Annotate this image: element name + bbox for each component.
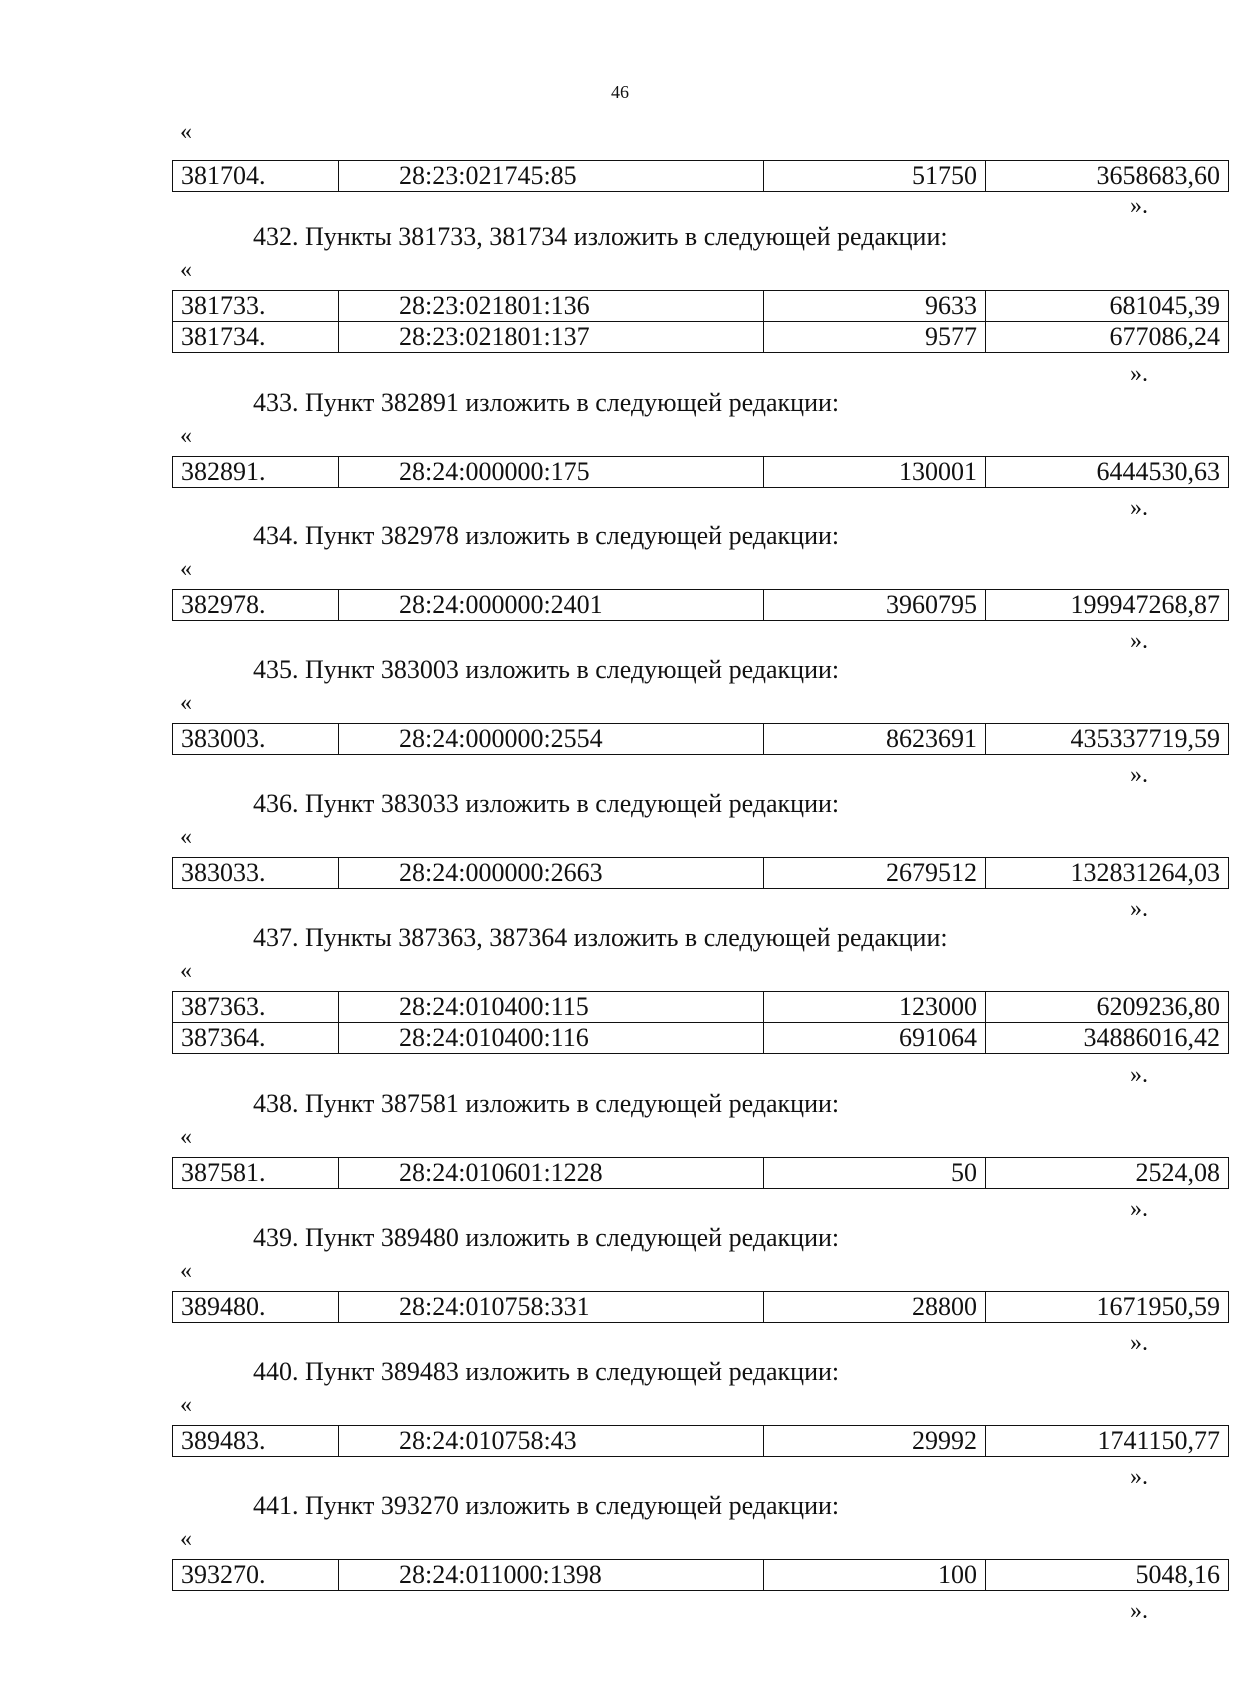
item-number-cell: 387581. — [173, 1158, 339, 1189]
amendment-heading: 441. Пункт 393270 изложить в следующей редакции: — [253, 1491, 840, 1520]
table-row — [173, 161, 1229, 192]
closing-quote: ». — [1130, 628, 1148, 654]
cadastral-value-cell: 132831264,03 — [986, 858, 1229, 889]
closing-quote: ». — [1130, 1464, 1148, 1490]
closing-quote: ». — [1130, 495, 1148, 521]
cadastral-number-cell: 28:24:000000:2663 — [339, 858, 764, 889]
item-number-cell: 383003. — [173, 724, 339, 755]
cadastral-value-cell: 1741150,77 — [986, 1426, 1229, 1457]
area-cell: 2679512 — [764, 858, 986, 889]
item-number-cell: 381733. — [173, 291, 339, 322]
table-row — [173, 992, 1229, 1023]
item-number-cell: 389480. — [173, 1292, 339, 1323]
table-row — [173, 322, 1229, 353]
closing-quote: ». — [1130, 193, 1148, 219]
amendment-heading: 434. Пункт 382978 изложить в следующей редакции: — [253, 521, 840, 550]
amendment-heading: 440. Пункт 389483 изложить в следующей редакции: — [253, 1357, 840, 1386]
area-cell: 50 — [764, 1158, 986, 1189]
item-number-cell: 381734. — [173, 322, 339, 353]
amendment-heading: 439. Пункт 389480 изложить в следующей редакции: — [253, 1223, 840, 1252]
table-row — [173, 590, 1229, 621]
land-plot-table — [172, 589, 1229, 621]
area-cell: 9633 — [764, 291, 986, 322]
land-plot-table — [172, 723, 1229, 755]
cadastral-value-cell: 6444530,63 — [986, 457, 1229, 488]
opening-quote: « — [180, 423, 192, 449]
amendment-heading: 432. Пункты 381733, 381734 изложить в следующей редакции: — [253, 222, 948, 251]
closing-quote: ». — [1130, 1598, 1148, 1624]
cadastral-value-cell: 677086,24 — [986, 322, 1229, 353]
closing-quote: ». — [1130, 1330, 1148, 1356]
area-cell: 8623691 — [764, 724, 986, 755]
opening-quote: « — [180, 824, 192, 850]
cadastral-value-cell: 681045,39 — [986, 291, 1229, 322]
land-plot-table — [172, 1559, 1229, 1591]
closing-quote: ». — [1130, 361, 1148, 387]
table-row — [173, 1158, 1229, 1189]
cadastral-number-cell: 28:24:000000:175 — [339, 457, 764, 488]
table-row — [173, 1023, 1229, 1054]
cadastral-number-cell: 28:23:021745:85 — [339, 161, 764, 192]
opening-quote: « — [180, 958, 192, 984]
table-row — [173, 457, 1229, 488]
land-plot-table — [172, 160, 1229, 192]
amendment-heading: 437. Пункты 387363, 387364 изложить в следующей редакции: — [253, 923, 948, 952]
opening-quote: « — [180, 1258, 192, 1284]
area-cell: 123000 — [764, 992, 986, 1023]
land-plot-table — [172, 991, 1229, 1054]
land-plot-table — [172, 1425, 1229, 1457]
cadastral-number-cell: 28:24:000000:2554 — [339, 724, 764, 755]
table-row — [173, 858, 1229, 889]
page-number: 46 — [611, 82, 629, 102]
area-cell: 691064 — [764, 1023, 986, 1054]
table-row — [173, 724, 1229, 755]
opening-quote: « — [180, 1124, 192, 1150]
table-row — [173, 1426, 1229, 1457]
cadastral-number-cell: 28:23:021801:136 — [339, 291, 764, 322]
opening-quote: « — [180, 119, 192, 145]
item-number-cell: 382891. — [173, 457, 339, 488]
cadastral-number-cell: 28:24:010758:331 — [339, 1292, 764, 1323]
closing-quote: ». — [1130, 896, 1148, 922]
item-number-cell: 393270. — [173, 1560, 339, 1591]
land-plot-table — [172, 857, 1229, 889]
item-number-cell: 382978. — [173, 590, 339, 621]
cadastral-value-cell: 3658683,60 — [986, 161, 1229, 192]
cadastral-number-cell: 28:24:010758:43 — [339, 1426, 764, 1457]
cadastral-value-cell: 435337719,59 — [986, 724, 1229, 755]
land-plot-table — [172, 1291, 1229, 1323]
opening-quote: « — [180, 690, 192, 716]
area-cell: 29992 — [764, 1426, 986, 1457]
cadastral-number-cell: 28:24:010400:115 — [339, 992, 764, 1023]
cadastral-number-cell: 28:24:000000:2401 — [339, 590, 764, 621]
opening-quote: « — [180, 556, 192, 582]
table-row — [173, 1292, 1229, 1323]
cadastral-number-cell: 28:24:011000:1398 — [339, 1560, 764, 1591]
cadastral-number-cell: 28:24:010601:1228 — [339, 1158, 764, 1189]
area-cell: 9577 — [764, 322, 986, 353]
cadastral-value-cell: 199947268,87 — [986, 590, 1229, 621]
area-cell: 130001 — [764, 457, 986, 488]
cadastral-value-cell: 2524,08 — [986, 1158, 1229, 1189]
item-number-cell: 383033. — [173, 858, 339, 889]
cadastral-value-cell: 1671950,59 — [986, 1292, 1229, 1323]
table-row — [173, 291, 1229, 322]
area-cell: 28800 — [764, 1292, 986, 1323]
area-cell: 51750 — [764, 161, 986, 192]
table-row — [173, 1560, 1229, 1591]
closing-quote: ». — [1130, 762, 1148, 788]
amendment-heading: 433. Пункт 382891 изложить в следующей редакции: — [253, 388, 840, 417]
amendment-heading: 438. Пункт 387581 изложить в следующей редакции: — [253, 1089, 840, 1118]
item-number-cell: 387364. — [173, 1023, 339, 1054]
land-plot-table — [172, 290, 1229, 353]
amendment-heading: 436. Пункт 383033 изложить в следующей редакции: — [253, 789, 840, 818]
closing-quote: ». — [1130, 1196, 1148, 1222]
opening-quote: « — [180, 1526, 192, 1552]
area-cell: 100 — [764, 1560, 986, 1591]
closing-quote: ». — [1130, 1062, 1148, 1088]
cadastral-number-cell: 28:23:021801:137 — [339, 322, 764, 353]
cadastral-value-cell: 6209236,80 — [986, 992, 1229, 1023]
item-number-cell: 381704. — [173, 161, 339, 192]
opening-quote: « — [180, 1392, 192, 1418]
cadastral-value-cell: 34886016,42 — [986, 1023, 1229, 1054]
cadastral-value-cell: 5048,16 — [986, 1560, 1229, 1591]
land-plot-table — [172, 456, 1229, 488]
cadastral-number-cell: 28:24:010400:116 — [339, 1023, 764, 1054]
area-cell: 3960795 — [764, 590, 986, 621]
opening-quote: « — [180, 257, 192, 283]
item-number-cell: 389483. — [173, 1426, 339, 1457]
amendment-heading: 435. Пункт 383003 изложить в следующей редакции: — [253, 655, 840, 684]
land-plot-table — [172, 1157, 1229, 1189]
item-number-cell: 387363. — [173, 992, 339, 1023]
